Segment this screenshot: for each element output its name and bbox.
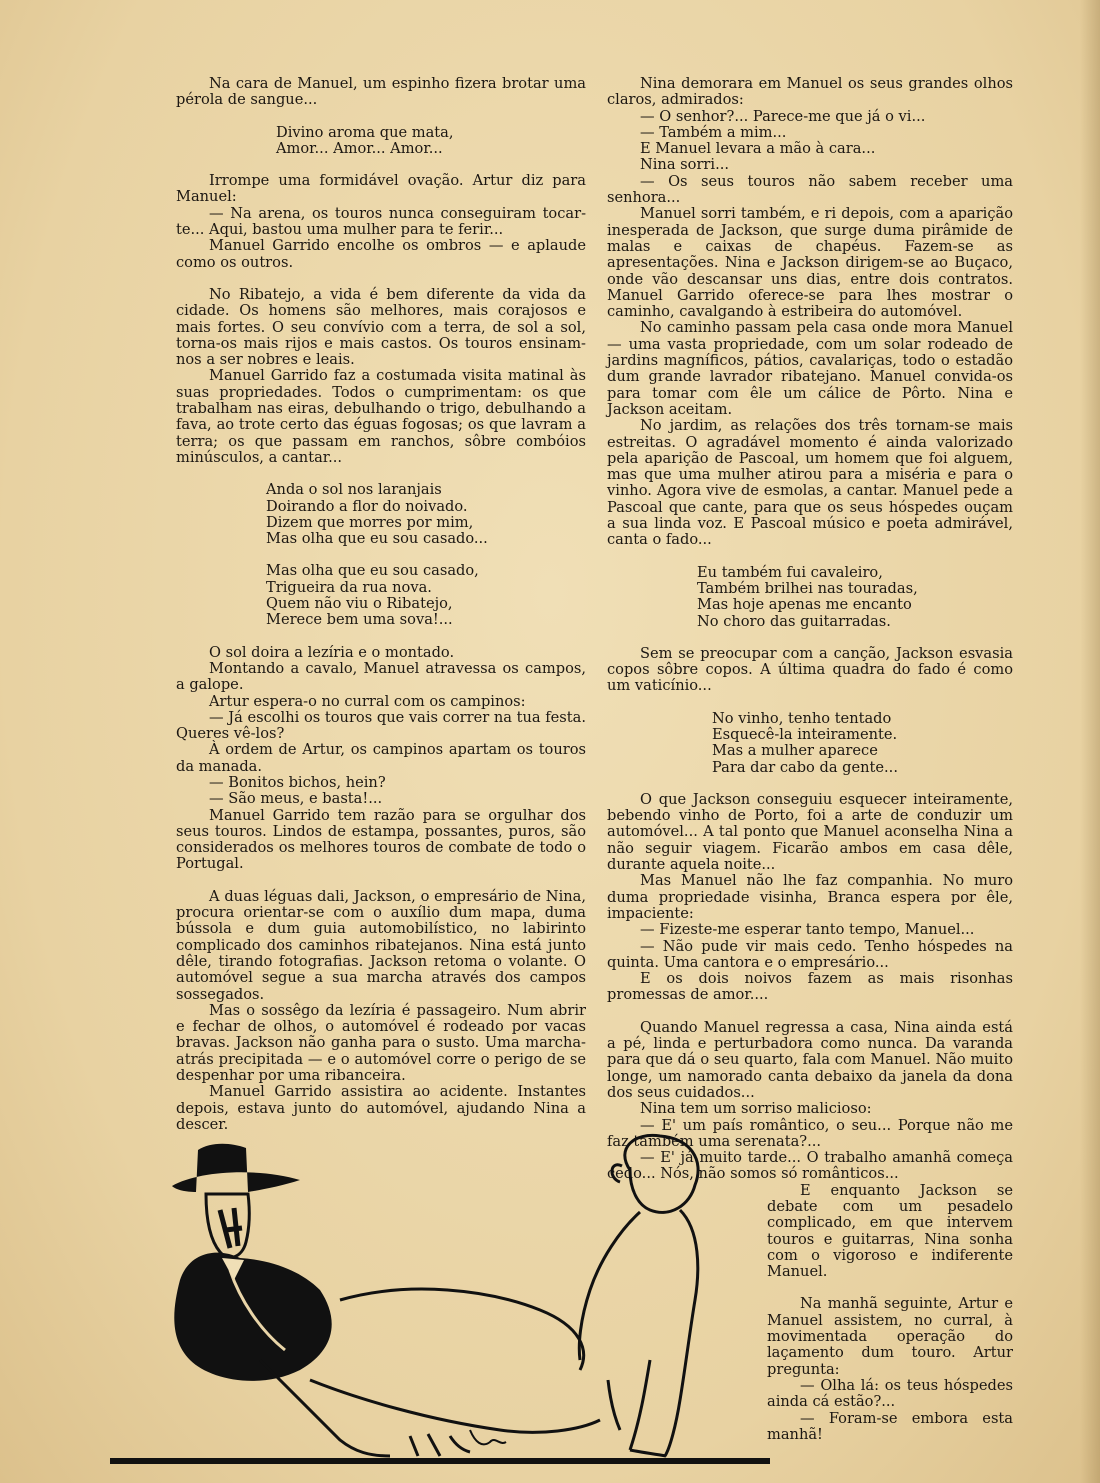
verse-line: No choro das guitarradas. — [697, 612, 891, 630]
verse-line: Divino aroma que mata, — [276, 123, 454, 141]
verse-line: Eu também fui cavaleiro, — [697, 563, 883, 581]
cavaleiro-e-mulher-ilustracao-icon — [110, 1130, 770, 1480]
paragraph: Manuel Garrido tem razão para se orgulhar dos seus touros. Lindos de estampa, possantes, puros, são considerados os melhores touros de combate de todo o Portugal. — [176, 806, 586, 873]
paragraph: Mas o sossêgo da lezíria é passageiro. Num abrir e fechar de olhos, o automóvel é rodeado por vacas bravas. Jackson não ganha para o susto. Uma marcha-atrás precipitada — e o automóvel corre o perigo de se despenhar por uma ribanceira. — [176, 1001, 586, 1085]
paragraph: Na manhã seguinte, Artur e Manuel assistem, no curral, à movimentada operação do laçamento dum touro. Artur pregunta: — [767, 1295, 1013, 1378]
paragraph: Montando a cavalo, Manuel atravessa os campos, a galope. — [176, 659, 586, 694]
paragraph: Nina sorri... — [640, 156, 729, 174]
verse — [176, 563, 586, 628]
verse — [607, 711, 1013, 776]
verse-line: Mas olha que eu sou casado, — [266, 562, 479, 580]
paragraph: Artur espera-o no curral com os campinos: — [209, 692, 526, 710]
verse-line: No vinho, tenho tentado — [712, 709, 892, 727]
paragraph: Na cara de Manuel, um espinho fizera brotar uma pérola de sangue... — [176, 75, 586, 109]
paragraph: No jardim, as relações dos três tornam-se mais estreitas. O agradável momento é ainda valorizado pela aparição de Pascoal, um homem que foi alguem, mas que uma mulher atirou para a miséria e para o vinho. Agora vive de esmolas, a cantar. Manuel pede a Pascoal que cante, para que os seus hóspedes ouçam a sua linda voz. E Pascoal músico e poeta admirável, canta o fado... — [607, 417, 1013, 549]
paragraph: Manuel sorri também, e ri depois, com a aparição inesperada de Jackson, que surge duma pirâmide de malas e caixas de chapéus. Fazem-se as apresentações. Nina e Jackson dirigem-se ao Buçaco, onde vão descansar uns dias, entre dois contratos. Manuel Garrido oferece-se para lhes mostrar o caminho, cavalgando à estribeira do automóvel. — [607, 205, 1013, 321]
paragraph: Manuel Garrido encolhe os ombros — e aplaude como os outros. — [176, 237, 586, 271]
paragraph: A duas léguas dali, Jackson, o empresário de Nina, procura orientar-se com o auxílio dum mapa, duma bússola e dum guia automobilístico, no labirinto complicado dos caminhos ribatejanos. Nina está junto dêle, tirando fotografias. Jackson retoma o volante. O automóvel segue a sua marcha através dos campos sossegados. — [176, 887, 586, 1003]
paragraph: Irrompe uma formidável ovação. Artur diz para Manuel: — [176, 172, 586, 206]
dialogue-line: — Foram-se embora esta manhã! — [767, 1409, 1013, 1443]
paragraph: Manuel Garrido assistira ao acidente. Instantes depois, estava junto do automóvel, ajudando Nina a descer. — [176, 1083, 586, 1133]
woman-figure — [260, 1135, 698, 1456]
dialogue-line: — Também a mim... — [640, 123, 787, 141]
paragraph: E enquanto Jackson se debate com um pesadelo complicado, em que intervem touros e guitarras, Nina sonha com o vigoroso e indiferente Manuel. — [767, 1181, 1013, 1281]
dialogue-line: — Olha lá: os teus hóspedes ainda cá estão?... — [767, 1376, 1013, 1411]
dialogue-line: — Bonitos bichos, hein? — [209, 773, 386, 791]
verse-line: Amor... Amor... Amor... — [276, 139, 443, 157]
verse — [607, 565, 1013, 630]
paragraph: Manuel Garrido faz a costumada visita matinal às suas propriedades. Todos o cumprimentam: os que trabalham nas eiras, debulhando o trigo, debulhando a fava, ao trote certo das éguas fogosas; os que lavram a terra; os que passam em ranchos, sôbre combóios minúsculos, a cantar... — [176, 367, 586, 466]
dialogue-line: — Não pude vir mais cedo. Tenho hóspedes na quinta. Uma cantora e o empresário... — [607, 937, 1013, 971]
verse-line: Também brilhei nas touradas, — [697, 579, 918, 597]
verse-line: Mas a mulher aparece — [712, 742, 878, 760]
dialogue-line: — Na arena, os touros nunca conseguiram tocar-te... Aqui, bastou uma mulher para te ferir... — [176, 204, 586, 239]
paragraph: E os dois noivos fazem as mais risonhas promessas de amor.... — [607, 970, 1013, 1004]
verse-line: Trigueira da rua nova. — [266, 578, 432, 596]
left-column — [176, 76, 586, 1133]
ground-line — [110, 1458, 770, 1464]
verse-line: Esquecê-la inteiramente. — [712, 725, 898, 743]
man-figure — [172, 1144, 332, 1381]
narrow-text-block — [767, 1183, 1013, 1443]
verse-line: Merece bem uma sova!... — [266, 611, 453, 629]
verse-line: Mas hoje apenas me encanto — [697, 596, 912, 614]
dialogue-line: — Fizeste-me esperar tanto tempo, Manuel... — [640, 921, 975, 939]
artist-signature — [470, 1430, 506, 1444]
verse-line: Quem não viu o Ribatejo, — [266, 595, 453, 613]
dialogue-line: — Os seus touros não sabem receber uma senhora... — [607, 172, 1013, 207]
page-edge-shadow — [1080, 0, 1100, 1483]
paragraph: Mas Manuel não lhe faz companhia. No muro duma propriedade visinha, Branca espera por êle, impaciente: — [607, 872, 1013, 922]
paragraph: No caminho passam pela casa onde mora Manuel — uma vasta propriedade, com um solar rodeado de jardins magníficos, pátios, cavalariças, todo o estadão dum grande lavrador ribatejano. Manuel convida-os para tomar com êle um cálice de Pôrto. Nina e Jackson aceitam. — [607, 319, 1013, 418]
verse-line: Para dar cabo da gente... — [712, 758, 898, 776]
verse — [176, 125, 586, 158]
paragraph: E Manuel levara a mão à cara... — [640, 140, 876, 158]
verse-line: Anda o sol nos laranjais — [266, 481, 442, 499]
paragraph: Nina demorara em Manuel os seus grandes olhos claros, admirados: — [607, 75, 1013, 109]
paragraph: O sol doira a lezíria e o montado. — [209, 643, 455, 661]
verse-line: Dizem que morres por mim, — [266, 513, 474, 531]
verse-line: Doirando a flor do noivado. — [266, 497, 468, 515]
paragraph: No Ribatejo, a vida é bem diferente da vida da cidade. Os homens são melhores, mais corajosos e mais fortes. O seu convívio com a terra, de sol a sol, torna-os mais rijos e mais castos. Os touros ensinam-nos a ser nobres e leais. — [176, 285, 586, 369]
verse-line: Mas olha que eu sou casado... — [266, 530, 488, 548]
paragraph: Sem se preocupar com a canção, Jackson esvasia copos sôbre copos. A última quadra do fado é como um vaticínio... — [607, 644, 1013, 695]
dialogue-line: — O senhor?... Parece-me que já o vi... — [640, 107, 926, 125]
dialogue-line: — E' um país romântico, o seu... Porque não me faz também uma serenata?... — [607, 1116, 1013, 1150]
paragraph: Quando Manuel regressa a casa, Nina ainda está a pé, linda e perturbadora como nunca. Da varanda para que dá o seu quarto, fala com Manuel. Não muito longe, um namorado canta debaixo da janela da dona dos seus cuidados... — [607, 1018, 1013, 1101]
paragraph: Nina tem um sorriso malicioso: — [640, 1100, 872, 1118]
dialogue-line: — Já escolhi os touros que vais correr na tua festa. Queres vê-los? — [176, 708, 586, 743]
paragraph: À ordem de Artur, os campinos apartam os touros da manada. — [176, 741, 586, 775]
verse — [176, 482, 586, 547]
dialogue-line: — E' já muito tarde... O trabalho amanhã começa cedo... Nós, não somos só românticos... — [607, 1149, 1013, 1183]
paragraph: O que Jackson conseguiu esquecer inteiramente, bebendo vinho de Porto, foi a arte de conduzir um automóvel... A tal ponto que Manuel aconselha Nina a não seguir viagem. Ficarão ambos em casa dêle, durante aquela noite... — [607, 790, 1013, 874]
dialogue-line: — São meus, e basta!... — [209, 790, 383, 808]
